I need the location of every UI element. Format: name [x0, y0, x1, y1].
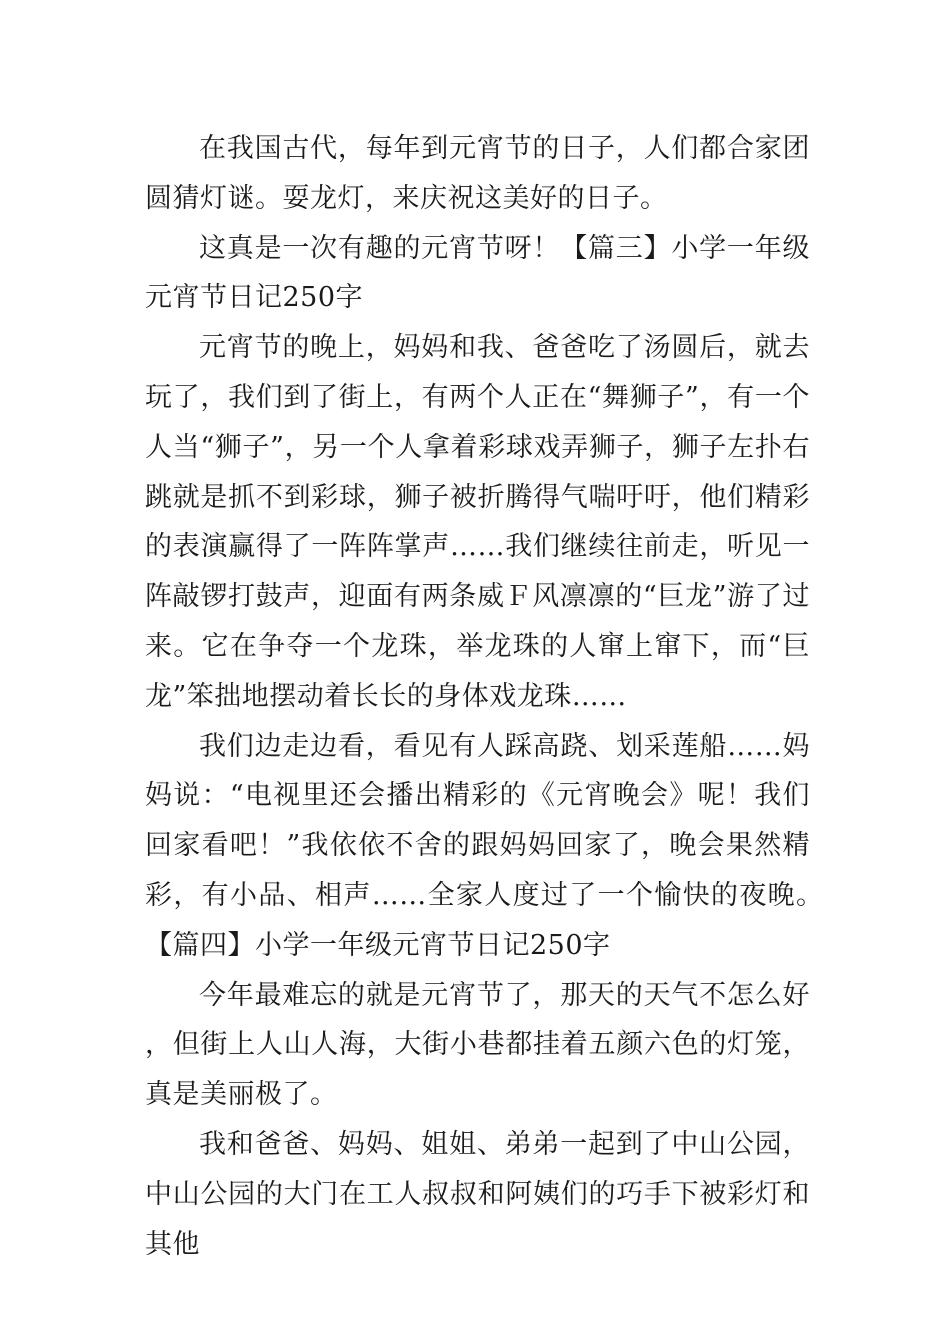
paragraph-4: 我们边走边看，看见有人踩高跷、划采莲船……妈妈说：“电视里还会播出精彩的《元宵晚会》呢！我们回家看吧！”我依依不舍的跟妈妈回家了，晚会果然精彩，有小品、相声……全家人度过了一个愉快的夜晚。 【篇四】小学一年级元宵节日记250字 [145, 730, 838, 961]
paragraph-1: 在我国古代，每年到元宵节的日子，人们都合家团圆猜灯谜。耍龙灯，来庆祝这美好的日子。 [145, 133, 810, 214]
paragraph-2: 这真是一次有趣的元宵节呀！【篇三】小学一年级元宵节日记250字 [145, 232, 810, 314]
document-body [145, 124, 838, 1269]
paragraph-3: 元宵节的晚上，妈妈和我、爸爸吃了汤圆后，就去玩了，我们到了街上，有两个人正在“舞狮子”，有一个人当“狮子”，另一个人拿着彩球戏弄狮子，狮子左扑右跳就是抓不到彩球，狮子被折腾得气喘吁吁，他们精彩的表演赢得了一阵阵掌声……我们继续往前走，听见一阵敲锣打鼓声，迎面有两条威Ｆ风凛凛的“巨龙”游了过来。它在争夺一个龙珠，举龙珠的人窜上窜下，而“巨龙”笨拙地摆动着长长的身体戏龙珠…… [145, 332, 810, 712]
paragraph-6: 我和爸爸、妈妈、姐姐、弟弟一起到了中山公园，中山公园的大门在工人叔叔和阿姨们的巧手下被彩灯和其他 [145, 1128, 810, 1260]
paragraph-5: 今年最难忘的就是元宵节了，那天的天气不怎么好，但街上人山人海，大街小巷都挂着五颜六色的灯笼，真是美丽极了。 [145, 979, 810, 1111]
